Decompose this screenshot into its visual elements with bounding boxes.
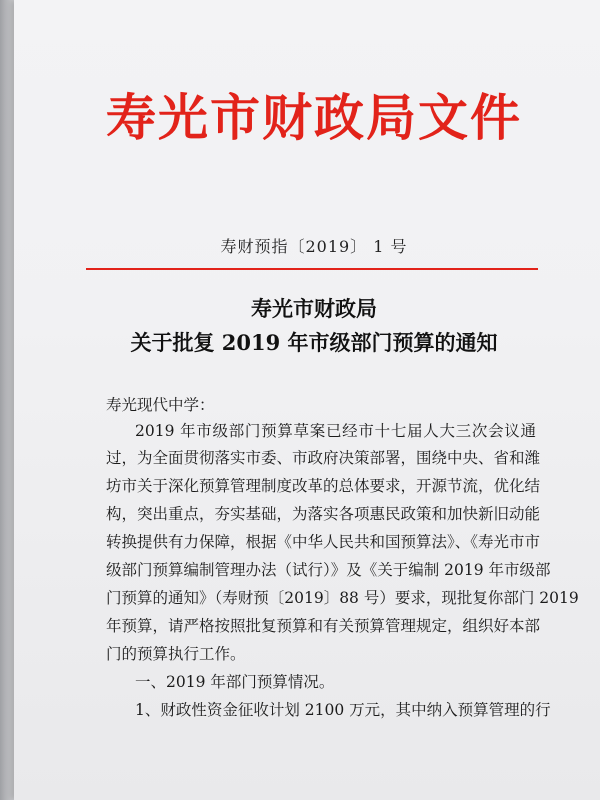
notice-title-line-2: 关于批复 2019 年市级部门预算的通知 <box>130 330 498 355</box>
document-number: 寿财预指〔2019〕 1 号 <box>220 237 408 256</box>
body-line: 门的预算执行工作。 <box>106 645 246 663</box>
body-line: 年预算，请严格按照批复预算和有关预算管理规定，组织好本部 <box>106 617 541 635</box>
body-line: 门预算的通知》（寿财预〔2019〕88 号）要求，现批复你部门 2019 <box>106 589 579 607</box>
header-divider <box>86 268 538 270</box>
addressee: 寿光现代中学： <box>106 396 215 414</box>
body-line: 坊市关于深化预算管理制度改革的总体要求，开源节流，优化结 <box>106 477 541 495</box>
notice-title-line-1: 寿光市财政局 <box>251 296 377 321</box>
document-header-title: 寿光市财政局文件 <box>106 88 522 147</box>
section-heading: 一、2019 年部门预算情况。 <box>135 673 335 691</box>
body-line: 构，突出重点，夯实基础，为落实各项惠民政策和加快新旧动能 <box>106 505 541 523</box>
body-line: 过，为全面贯彻落实市委、市政府决策部署，围绕中央、省和潍 <box>106 449 541 467</box>
paper-sheet <box>14 0 600 800</box>
body-line: 1、财政性资金征收计划 2100 万元，其中纳入预算管理的行 <box>135 701 551 719</box>
body-line: 转换提供有力保障，根据《中华人民共和国预算法》、《寿光市市 <box>106 533 541 551</box>
body-line: 级部门预算编制管理办法（试行）》及《关于编制 2019 年市级部 <box>106 561 551 579</box>
body-line: 2019 年市级部门预算草案已经市十七届人大三次会议通 <box>135 422 536 440</box>
